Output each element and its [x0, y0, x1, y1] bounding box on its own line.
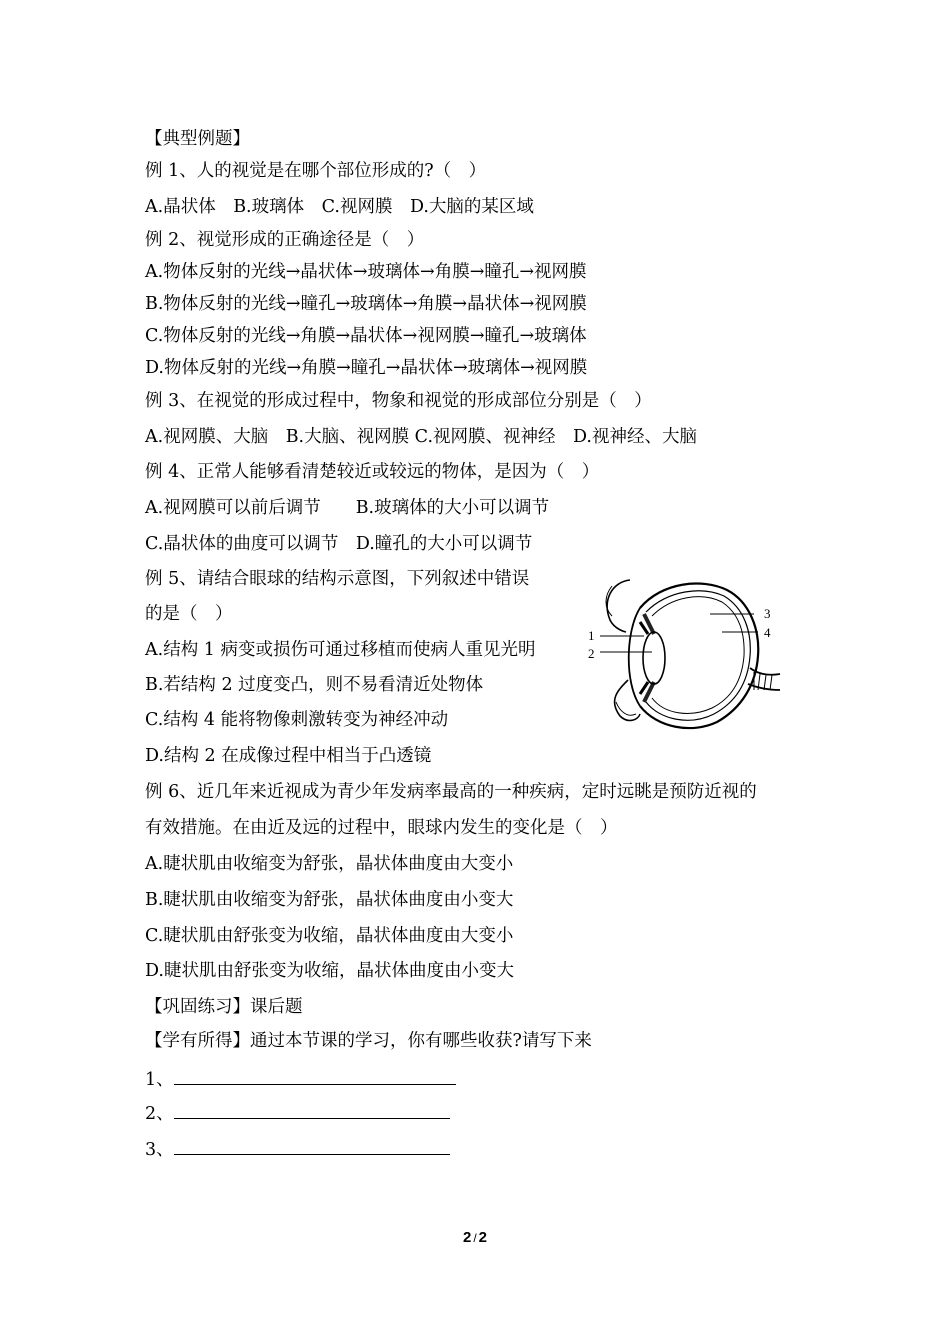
section-heading-practice: 【巩固练习】课后题 — [145, 997, 303, 1017]
answer-number: 3、 — [145, 1140, 174, 1160]
page-current: 2 — [462, 1229, 472, 1246]
page-number — [0, 1229, 950, 1246]
answer-blank[interactable] — [174, 1068, 456, 1085]
question-line: 例 6、近几年来近视成为青少年发病率最高的一种疾病，定时远眺是预防近视的 — [145, 782, 757, 802]
diagram-label: 1 — [588, 628, 595, 643]
diagram-label: 4 — [764, 625, 771, 640]
option-line: A.视网膜、大脑 B.大脑、视网膜 C.视网膜、视神经 D.视神经、大脑 — [145, 427, 697, 447]
option-line: B.睫状肌由收缩变为舒张，晶状体曲度由小变大 — [145, 890, 514, 910]
page-separator: / — [473, 1231, 477, 1245]
option-line: A.睫状肌由收缩变为舒张，晶状体曲度由大变小 — [145, 854, 514, 874]
answer-blank[interactable] — [174, 1102, 450, 1119]
answer-line-3 — [145, 1138, 450, 1161]
option-line: A.视网膜可以前后调节 B.玻璃体的大小可以调节 — [145, 498, 550, 518]
section-heading-examples: 【典型例题】 — [145, 129, 250, 149]
question-line: 例 5、请结合眼球的结构示意图，下列叙述中错误 — [145, 569, 530, 589]
question-line: 例 2、视觉形成的正确途径是（ ） — [145, 230, 425, 250]
answer-blank[interactable] — [174, 1138, 450, 1155]
option-line: D.结构 2 在成像过程中相当于凸透镜 — [145, 746, 432, 766]
answer-line-1 — [145, 1068, 456, 1091]
option-line: C.晶状体的曲度可以调节 D.瞳孔的大小可以调节 — [145, 534, 533, 554]
answer-number: 2、 — [145, 1104, 174, 1124]
option-line: A.晶状体 B.玻璃体 C.视网膜 D.大脑的某区域 — [145, 197, 534, 217]
option-line: C.物体反射的光线→角膜→晶状体→视网膜→瞳孔→玻璃体 — [145, 326, 587, 346]
option-line: D.物体反射的光线→角膜→瞳孔→晶状体→玻璃体→视网膜 — [145, 358, 588, 378]
answer-line-2 — [145, 1102, 450, 1125]
option-line: B.物体反射的光线→瞳孔→玻璃体→角膜→晶状体→视网膜 — [145, 294, 587, 314]
eyeball-diagram — [582, 572, 782, 744]
question-line: 有效措施。在由近及远的过程中，眼球内发生的变化是（ ） — [145, 818, 618, 838]
option-line: C.结构 4 能将物像刺激转变为神经冲动 — [145, 710, 449, 730]
diagram-label: 3 — [764, 606, 771, 621]
option-line: C.睫状肌由舒张变为收缩，晶状体曲度由大变小 — [145, 926, 514, 946]
option-line: B.若结构 2 过度变凸，则不易看清近处物体 — [145, 675, 484, 695]
diagram-label: 2 — [588, 646, 595, 661]
page-total: 2 — [478, 1229, 488, 1246]
option-line: A.物体反射的光线→晶状体→玻璃体→角膜→瞳孔→视网膜 — [145, 262, 587, 282]
question-line: 例 3、在视觉的形成过程中，物象和视觉的形成部位分别是（ ） — [145, 391, 652, 411]
answer-number: 1、 — [145, 1070, 174, 1090]
option-line: A.结构 1 病变或损伤可通过移植而使病人重见光明 — [145, 640, 536, 660]
question-line: 的是（ ） — [145, 604, 233, 624]
option-line: D.睫状肌由舒张变为收缩，晶状体曲度由小变大 — [145, 961, 514, 981]
question-line: 例 4、正常人能够看清楚较近或较远的物体，是因为（ ） — [145, 462, 600, 482]
question-line: 例 1、人的视觉是在哪个部位形成的?（ ） — [145, 161, 487, 181]
section-heading-summary: 【学有所得】通过本节课的学习，你有哪些收获?请写下来 — [145, 1031, 592, 1051]
